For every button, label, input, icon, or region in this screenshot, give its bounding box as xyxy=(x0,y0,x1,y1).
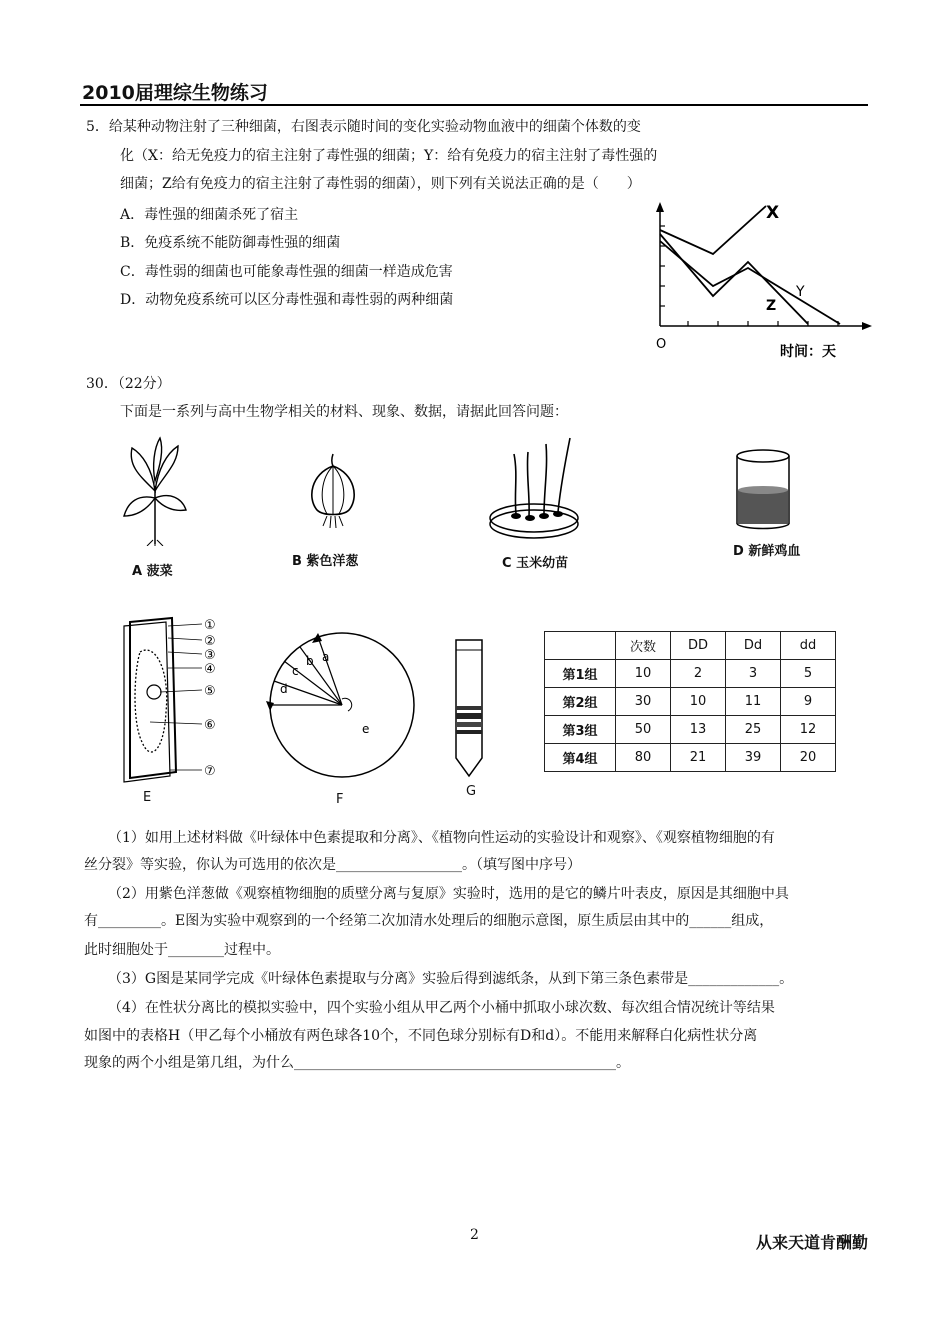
fig-b-label: B 紫色洋葱 xyxy=(292,554,359,569)
cell-marker-2: ② xyxy=(204,634,216,649)
sector-d: d xyxy=(280,682,288,696)
table-cell: 25 xyxy=(726,716,781,744)
sector-e: e xyxy=(362,722,370,736)
filter-strip-diagram xyxy=(450,636,490,781)
table-header-cell: dd xyxy=(781,632,836,660)
page-number: 2 xyxy=(470,1227,479,1243)
q5-line-1: 5．给某种动物注射了三种细菌，右图表示随时间的变化实验动物血液中的细菌个体数的变 xyxy=(86,119,641,135)
beaker-illustration xyxy=(733,448,793,533)
graph-label-z: Z xyxy=(766,298,777,314)
cell-cycle-diagram xyxy=(262,625,422,785)
curve-z xyxy=(660,234,808,324)
bacteria-graph xyxy=(648,196,878,361)
results-table xyxy=(544,631,836,772)
q5-line-3: 细菌；Z给有免疫力的宿主注射了毒性弱的细菌），则下列有关说法正确的是（ ） xyxy=(120,176,641,192)
question-line: 丝分裂》等实验，你认为可选用的依次是__________________。（填写图中序号） xyxy=(84,857,581,873)
q5-option-c: C．毒性弱的细菌也可能象毒性强的细菌一样造成危害 xyxy=(120,264,453,280)
table-cell: 5 xyxy=(781,660,836,688)
table-header-cell: Dd xyxy=(726,632,781,660)
question-line: （4）在性状分离比的模拟实验中，四个实验小组从甲乙两个小桶中抓取小球次数、每次组合情况统计等结果 xyxy=(108,1000,775,1016)
question-line: 有_________。E图为实验中观察到的一个经第二次加清水处理后的细胞示意图，原生质层由其中的______组成， xyxy=(84,913,774,929)
q5-line-2: 化（X：给无免疫力的宿主注射了毒性强的细菌；Y：给有免疫力的宿主注射了毒性强的 xyxy=(120,148,658,164)
table-cell: 50 xyxy=(616,716,671,744)
sector-a: a xyxy=(322,650,330,664)
cell-marker-4: ④ xyxy=(204,662,216,677)
table-cell: 39 xyxy=(726,744,781,772)
cell-marker-5: ⑤ xyxy=(204,684,216,699)
table-cell: 第1组 xyxy=(545,660,616,688)
footer-motto: 从来天道肯酬勤 xyxy=(755,1233,868,1252)
cell-marker-6: ⑥ xyxy=(204,718,216,733)
question-line: （1）如用上述材料做《叶绿体中色素提取和分离》、《植物向性运动的实验设计和观察》、《观察植物细胞的有 xyxy=(108,830,775,846)
table-header-row xyxy=(545,632,836,660)
table-cell: 10 xyxy=(616,660,671,688)
table-cell: 20 xyxy=(781,744,836,772)
question-line: 此时细胞处于________过程中。 xyxy=(84,942,280,958)
question-line: 现象的两个小组是第几组，为什么______________________________________________。 xyxy=(84,1055,630,1071)
graph-label-x: X xyxy=(766,203,780,223)
table-cell: 12 xyxy=(781,716,836,744)
plant-cell-diagram xyxy=(110,612,230,792)
onion-illustration xyxy=(303,450,363,530)
table-header-cell: DD xyxy=(671,632,726,660)
table-header-cell xyxy=(545,632,616,660)
fig-c-label: C 玉米幼苗 xyxy=(502,556,569,571)
table-cell: 30 xyxy=(616,688,671,716)
table-header-cell: 次数 xyxy=(616,632,671,660)
sector-b: b xyxy=(306,654,314,668)
fig-d-label: D 新鲜鸡血 xyxy=(733,544,801,559)
table-cell: 第4组 xyxy=(545,744,616,772)
table-cell: 2 xyxy=(671,660,726,688)
q5-option-b: B．免疫系统不能防御毒性强的细菌 xyxy=(120,235,341,251)
table-row xyxy=(545,688,836,716)
page-header-title: 2010届理综生物练习 xyxy=(82,82,268,104)
table-cell: 21 xyxy=(671,744,726,772)
q30-intro: 下面是一系列与高中生物学相关的材料、现象、数据，请据此回答问题： xyxy=(120,404,568,420)
table-cell: 10 xyxy=(671,688,726,716)
curve-y xyxy=(660,241,840,324)
fig-a-label: A 菠菜 xyxy=(132,564,173,579)
cell-marker-1: ① xyxy=(204,618,216,633)
graph-axis-label: 时间：天 xyxy=(780,344,836,360)
q30-number: 30．（22分） xyxy=(86,376,171,392)
graph-label-y: Y xyxy=(796,284,805,300)
question-line: （3）G图是某同学完成《叶绿体色素提取与分离》实验后得到滤纸条，从到下第三条色素带是_____________。 xyxy=(108,971,794,987)
question-line: （2）用紫色洋葱做《观察植物细胞的质壁分离与复原》实验时，选用的是它的鳞片叶表皮，原因是其细胞中具 xyxy=(108,886,789,902)
q5-option-a: A．毒性强的细菌杀死了宿主 xyxy=(120,207,299,223)
table-cell: 80 xyxy=(616,744,671,772)
fig-e-label: E xyxy=(143,790,152,805)
graph-origin: O xyxy=(656,337,667,352)
table-cell: 3 xyxy=(726,660,781,688)
fig-f-label: F xyxy=(336,792,344,807)
table-cell: 第2组 xyxy=(545,688,616,716)
table-cell: 第3组 xyxy=(545,716,616,744)
header-rule xyxy=(80,104,868,106)
table-row xyxy=(545,716,836,744)
table-cell: 9 xyxy=(781,688,836,716)
cell-marker-3: ③ xyxy=(204,648,216,663)
corn-seedling-illustration xyxy=(484,434,584,544)
sector-c: c xyxy=(292,664,299,678)
table-cell: 11 xyxy=(726,688,781,716)
question-line: 如图中的表格H（甲乙每个小桶放有两色球各10个，不同色球分别标有D和d）。不能用来解释白化病性状分离 xyxy=(84,1028,758,1044)
table-cell: 13 xyxy=(671,716,726,744)
q5-option-d: D．动物免疫系统可以区分毒性强和毒性弱的两种细菌 xyxy=(120,292,454,308)
table-row xyxy=(545,744,836,772)
fig-g-label: G xyxy=(466,784,477,799)
table-row xyxy=(545,660,836,688)
cell-marker-7: ⑦ xyxy=(204,764,216,779)
spinach-illustration xyxy=(120,436,190,546)
curve-x xyxy=(660,206,766,254)
